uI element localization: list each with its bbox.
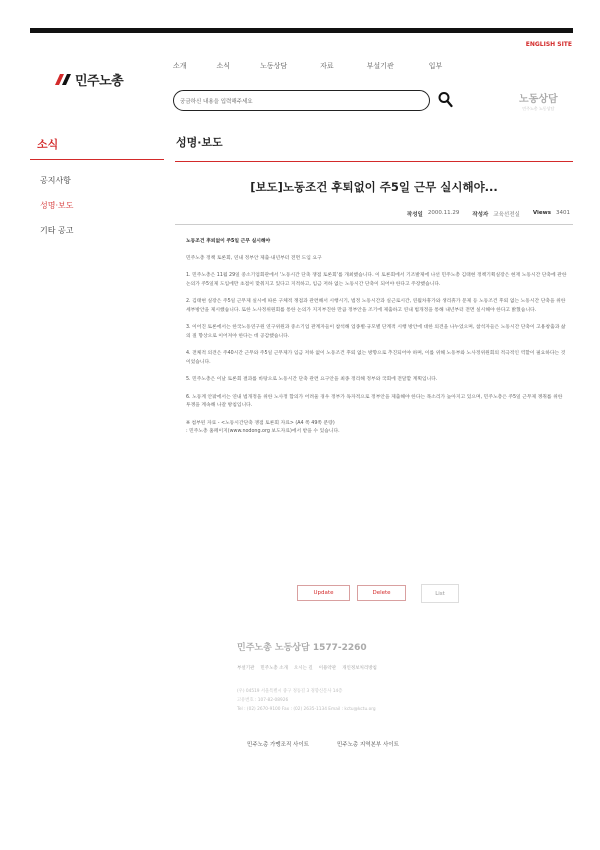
article-paragraph: 3. 이어진 토론에서는 한국노동연구원 연구위원과 중소기업 관계자들이 참석해 업종별·규모별 단계적 시행 방안에 대한 의견을 나누었으며, 참석자들은 노동시간 단축이 고용창출과 삶의 질 향상으로 이어져야 한다는 데 공감했습니다. [186, 325, 566, 339]
attachment-link-note: : 민주노총 홈페이지(www.nodong.org 보도자료)에서 받을 수 있습니다. [186, 429, 340, 434]
footer-link-directions[interactable]: 오시는 길 [293, 666, 313, 671]
article-paragraph: 2. 김태현 실장은 주5일 근무제 실시에 따른 구체적 쟁점과 관련해서 시행시기, 법정 노동시간과 실근로시간, 연월차휴가와 생리휴가 문제 등 노동조건 후퇴 없는 노동시간 단축을 위한 세부방안을 제시했습니다. 또한 노사정위원회를 통한 논의가 지지부진한 만큼 정부안을 조기에 제출하고 연내 법개정을 통해 내년부터 전면 실시해야 한다고 밝혔습니다. [186, 299, 566, 313]
regional-office-sites-link[interactable]: 민주노총 지역본부 사이트 [336, 742, 399, 748]
search-input[interactable]: 궁금하신 내용을 입력해주세요 [173, 90, 430, 111]
footer-link-affiliates[interactable]: 부설기관 [237, 666, 255, 671]
page-title-divider [175, 161, 573, 162]
article-paragraph: 5. 민주노총은 이날 토론회 결과를 바탕으로 노동시간 단축 관련 요구안을 최종 정리해 정부와 국회에 전달할 계획입니다. [186, 377, 438, 382]
footer-link-about[interactable]: 민주노총 소개 [260, 666, 288, 671]
article-meta [407, 210, 570, 218]
views-label: Views [532, 210, 551, 216]
member-org-sites-link[interactable]: 민주노총 가맹조직 사이트 [247, 742, 309, 748]
nav-item-join[interactable]: 입부 [428, 62, 443, 70]
footer-link-terms[interactable]: 이용약관 [318, 666, 337, 671]
top-bar [30, 28, 573, 33]
attachment-note: ※ 첨부된 자료 - <노동시간단축 쟁점 토론회 자료> (A4 쪽 49쪽 분량) [186, 420, 335, 426]
sidebar-menu [40, 176, 73, 251]
footer-links [237, 665, 377, 671]
update-button[interactable]: Update [297, 585, 350, 601]
author-value: 교육선전실 [493, 212, 520, 218]
english-site-link[interactable]: ENGLISH SITE [525, 41, 572, 48]
article-paragraph: 6. 노동계 안팎에서는 연내 법개정을 위한 노사정 합의가 어려울 경우 정부가 독자적으로 정부안을 제출해야 한다는 목소리가 높아지고 있으며, 민주노총은 주5일 근무제 쟁취를 위한 투쟁을 계속해 나갈 방침입니다. [186, 394, 563, 408]
footer-phone-title: 민주노총 노동상담 1577-2260 [237, 643, 367, 653]
logo[interactable] [54, 70, 123, 89]
article-body [186, 238, 568, 437]
counsel-title: 노동상담 [519, 94, 558, 105]
footer-address: (우) 04519 서울특별시 중구 정동길 3 경향신문사 14층 [237, 689, 343, 694]
nav-item-counsel[interactable]: 노동상담 [260, 62, 288, 70]
footer-info [237, 687, 376, 714]
delete-button[interactable]: Delete [357, 585, 406, 601]
views-value: 3401 [556, 210, 570, 216]
date-value: 2000.11.29 [427, 210, 460, 216]
author-label: 작성자 [472, 212, 489, 218]
footer-link-privacy[interactable]: 개인정보처리방침 [342, 666, 377, 671]
nav-item-resources[interactable]: 자료 [320, 62, 334, 70]
sidebar-item-notice[interactable]: 공지사항 [40, 176, 71, 185]
sidebar-item-statements[interactable]: 성명·보도 [40, 201, 74, 210]
article-title: [보도]노동조건 후퇴없이 주5일 근무 실시해야... [250, 180, 498, 194]
counsel-subtitle: 민주노총 노동상담 [522, 106, 555, 111]
article-actions [297, 585, 459, 603]
article-paragraph: 1. 민주노총은 11월 29일 중소기업회관에서 '노동시간 단축 쟁점 토론회'를 개최했습니다. 이 토론회에서 기조발제에 나선 민주노총 김태현 정책기획실장은 현재 노동시간 단축에 관한 논의가 주5일제 도입에만 초점이 맞춰지고 있다고 지적하고, 임금 저하 없는 노동시간 단축이 되어야 한다고 주장했습니다. [186, 273, 567, 287]
list-button[interactable]: List [421, 584, 459, 603]
logo-mark-icon [54, 73, 72, 86]
article-subheadline: 민주노총 정책 토론회, 연내 정부안 제출·내년부터 전면 도입 요구 [186, 255, 322, 261]
sidebar-title: 소식 [37, 138, 59, 151]
nav-item-intro[interactable]: 소개 [173, 62, 187, 70]
footer-registration: 고유번호 : 107-82-08926 [237, 698, 289, 703]
sidebar-item-other[interactable]: 기타 공고 [40, 226, 74, 235]
nav-item-news[interactable]: 소식 [216, 62, 231, 70]
date-label: 작성일 [406, 212, 423, 218]
footer-site-links [247, 740, 399, 748]
footer-contact: Tel : (02) 2670-9100 Fax : (02) 2635-1134 Email : kctu@kctu.org [237, 707, 376, 712]
search-icon[interactable] [438, 91, 453, 108]
logo-text: 민주노총 [75, 74, 124, 89]
main-nav [173, 61, 442, 71]
page-title: 성명·보도 [176, 136, 223, 149]
meta-divider [175, 224, 573, 225]
article-paragraph: 4. 전체적 의견은 주40시간 근무와 주5일 근무제가 임금 저하 없이 노동조건 후퇴 없는 방향으로 추진되어야 하며, 이를 위해 노동부와 노사정위원회의 적극적인 역할이 필요하다는 것이었습니다. [186, 351, 566, 365]
article-headline: 노동조건 후퇴없이 주5일 근무 실시해야 [186, 239, 271, 244]
nav-item-affiliates[interactable]: 부설기관 [366, 62, 394, 70]
sidebar-divider [30, 159, 164, 160]
counsel-link[interactable] [519, 90, 558, 112]
